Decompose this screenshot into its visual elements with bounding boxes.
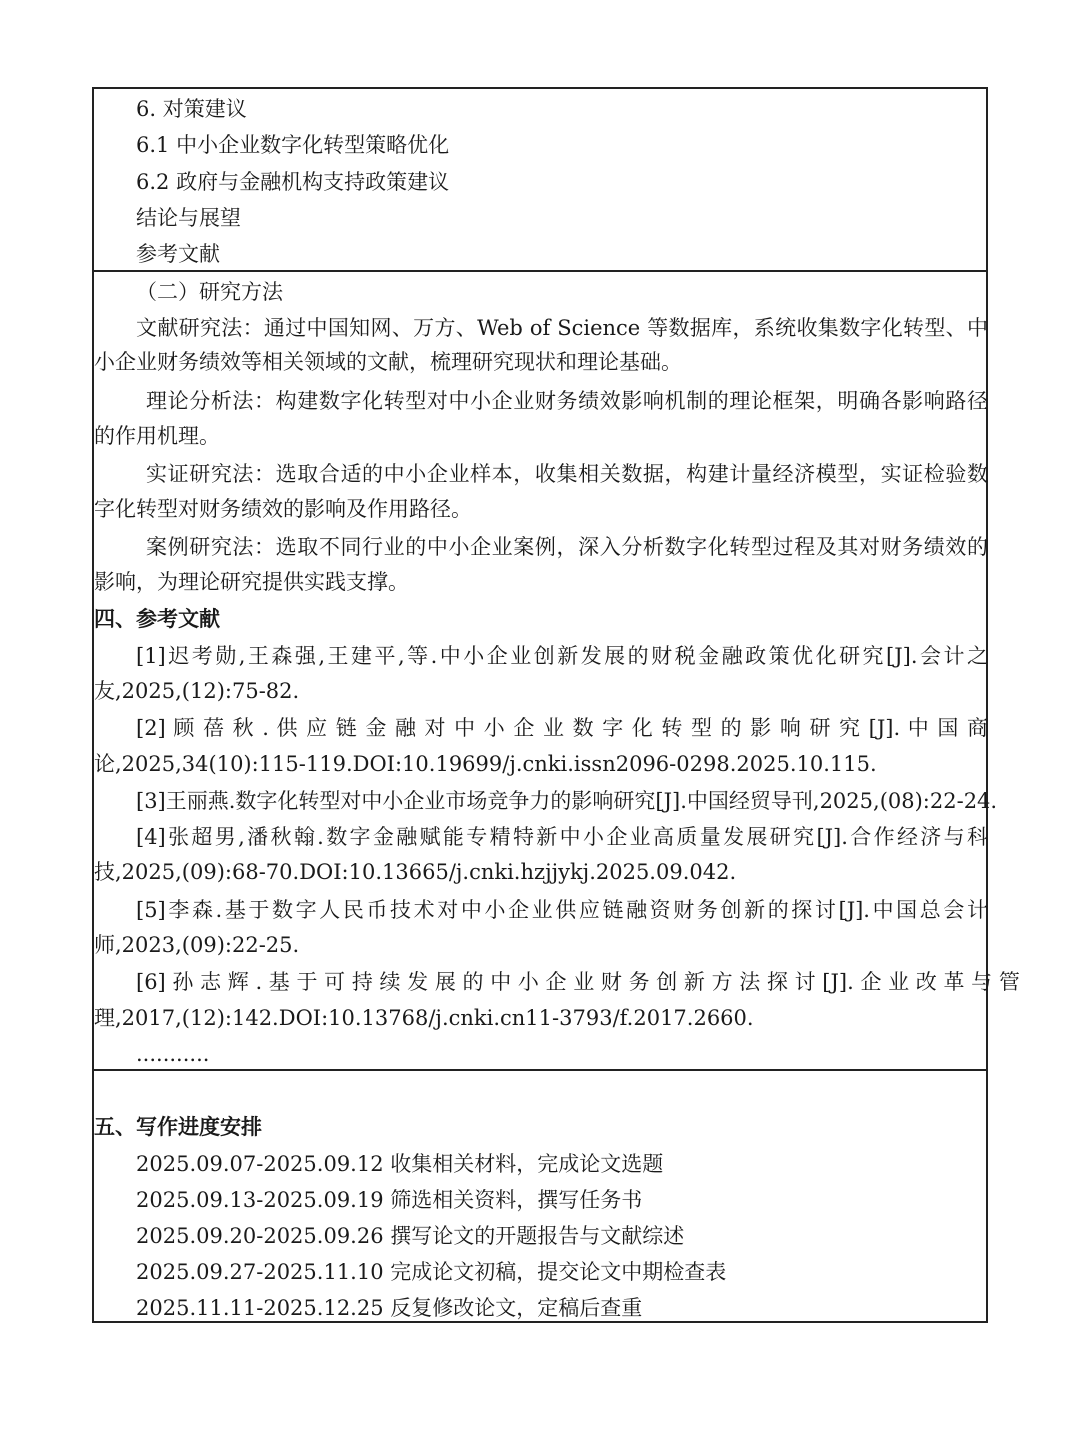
method-literature-line1: 文献研究法：通过中国知网、万方、Web of Science 等数据库，系统收集数字化转型、中 (136, 316, 988, 340)
reference-6-line2: 理,2017,(12):142.DOI:10.13768/j.cnki.cn11-3793/f.2017.2660. (94, 1006, 754, 1030)
method-empirical-line1: 实证研究法：选取合适的中小企业样本，收集相关数据，构建计量经济模型，实证检验数 (146, 462, 988, 486)
method-theory-line1: 理论分析法：构建数字化转型对中小企业财务绩效影响机制的理论框架，明确各影响路径 (146, 389, 988, 413)
schedule-item: 2025.09.20-2025.09.26 撰写论文的开题报告与文献综述 (136, 1224, 685, 1248)
references-ellipsis: ........... (136, 1042, 210, 1066)
schedule-item: 2025.09.13-2025.09.19 筛选相关资料，撰写任务书 (136, 1188, 643, 1212)
outline-item-6-1: 6.1 中小企业数字化转型策略优化 (136, 133, 450, 157)
references-heading: 四、参考文献 (94, 606, 220, 631)
reference-5-line1: [5]李森.基于数字人民币技术对中小企业供应链融资财务创新的探讨[J].中国总会计 (136, 898, 988, 922)
reference-6-line1: [6] 孙 志 辉 . 基 于 可 持 续 发 展 的 中 小 企 业 财 务 创 新 方 法 探 讨 [J]. 企 业 改 革 与 管 (136, 970, 1020, 994)
schedule-item: 2025.09.07-2025.09.12 收集相关材料，完成论文选题 (136, 1152, 664, 1176)
method-case-line1: 案例研究法：选取不同行业的中小企业案例，深入分析数字化转型过程及其对财务绩效的 (146, 535, 988, 559)
method-empirical-line2: 字化转型对财务绩效的影响及作用路径。 (94, 497, 472, 521)
reference-4-line1: [4]张超男,潘秋翰.数字金融赋能专精特新中小企业高质量发展研究[J].合作经济与科 (136, 825, 988, 849)
row-divider (94, 270, 986, 272)
outline-item-6: 6. 对策建议 (136, 97, 247, 121)
method-literature-line2: 小企业财务绩效等相关领域的文献，梳理研究现状和理论基础。 (94, 350, 682, 374)
reference-2-line2: 论,2025,34(10):115-119.DOI:10.19699/j.cnki.issn2096-0298.2025.10.115. (94, 752, 877, 776)
outline-item-6-2: 6.2 政府与金融机构支持政策建议 (136, 170, 450, 194)
reference-3-line1: [3]王丽燕.数字化转型对中小企业市场竞争力的影响研究[J].中国经贸导刊,2025,(08):22-24. (136, 789, 998, 813)
reference-1-line1: [1]迟考勋,王森强,王建平,等.中小企业创新发展的财税金融政策优化研究[J].会计之 (136, 644, 988, 668)
reference-5-line2: 师,2023,(09):22-25. (94, 933, 300, 957)
row-divider (94, 1069, 986, 1071)
method-case-line2: 影响，为理论研究提供实践支撑。 (94, 570, 409, 594)
schedule-heading: 五、写作进度安排 (94, 1114, 262, 1139)
reference-4-line2: 技,2025,(09):68-70.DOI:10.13665/j.cnki.hzjjykj.2025.09.042. (94, 860, 737, 884)
methods-heading: （二）研究方法 (136, 280, 283, 304)
schedule-item: 2025.11.11-2025.12.25 反复修改论文，定稿后查重 (136, 1296, 643, 1320)
reference-2-line1: [2] 顾 蓓 秋 . 供 应 链 金 融 对 中 小 企 业 数 字 化 转 型 的 影 响 研 究 [J]. 中 国 商 (136, 716, 988, 740)
method-theory-line2: 的作用机理。 (94, 424, 220, 448)
schedule-item: 2025.09.27-2025.11.10 完成论文初稿，提交论文中期检查表 (136, 1260, 727, 1284)
reference-1-line2: 友,2025,(12):75-82. (94, 679, 300, 703)
outline-references: 参考文献 (136, 242, 220, 266)
outline-conclusion: 结论与展望 (136, 206, 241, 230)
